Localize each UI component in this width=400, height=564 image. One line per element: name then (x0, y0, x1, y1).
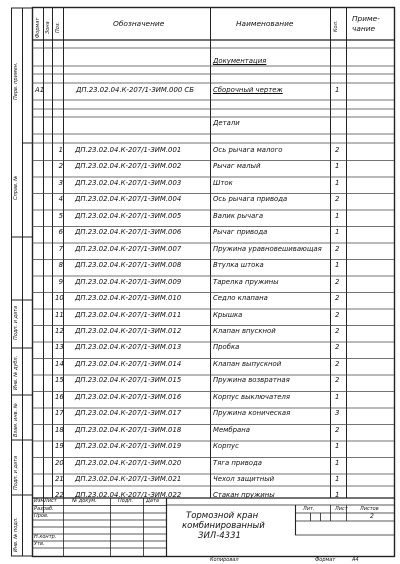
part-designation: ДП.23.02.04.К-207/1-ЗИМ.008 (75, 261, 182, 270)
part-qty: 2 (335, 425, 340, 434)
part-qty: 2 (335, 326, 340, 335)
part-name: Пробка (213, 343, 240, 352)
part-pos: 12 (55, 326, 64, 335)
part-designation: ДП.23.02.04.К-207/1-ЗИМ.012 (75, 326, 182, 335)
part-name: Мембрана (213, 425, 250, 434)
tb-sheets-value: 2 (370, 513, 374, 520)
header-note-2: чание (352, 24, 376, 33)
part-qty: 1 (335, 491, 340, 500)
header-zone: Зона (45, 21, 51, 34)
part-designation: ДП.23.02.04.К-207/1-ЗИМ.017 (75, 409, 182, 418)
part-pos: 14 (55, 359, 64, 368)
part-name: Шток (213, 178, 233, 187)
tb-sheet: Лист (335, 506, 348, 512)
assembly-format: A1 (35, 86, 45, 94)
part-pos: 7 (58, 244, 63, 253)
part-pos: 3 (58, 178, 63, 187)
tb-razrab: Разраб. (34, 506, 54, 512)
part-qty: 2 (335, 277, 340, 286)
part-name: Клапан впускной (213, 326, 276, 335)
part-designation: ДП.23.02.04.К-207/1-ЗИМ.003 (75, 178, 182, 187)
part-name: Корпус выключателя (213, 392, 291, 401)
header-note-1: Приме- (352, 14, 380, 23)
part-designation: ДП.23.02.04.К-207/1-ЗИМ.006 (75, 228, 182, 237)
tb-prov: Пров. (34, 513, 49, 519)
part-designation: ДП.23.02.04.К-207/1-ЗИМ.013 (75, 343, 182, 352)
part-pos: 10 (55, 294, 64, 303)
part-pos: 8 (58, 261, 63, 270)
part-designation: ДП.23.02.04.К-207/1-ЗИМ.010 (75, 294, 182, 303)
part-name: Крышка (213, 310, 243, 319)
part-qty: 2 (335, 310, 340, 319)
part-pos: 11 (55, 310, 64, 319)
part-pos: 17 (55, 409, 64, 418)
part-designation: ДП.23.02.04.К-207/1-ЗИМ.011 (75, 310, 182, 319)
tb-date: Дата (146, 498, 159, 504)
part-name: Клапан выпускной (213, 359, 282, 368)
tb-lit: Лит. (303, 506, 315, 512)
part-name: Тарелка пружины (213, 277, 279, 286)
tb-copied: Копировал (210, 557, 239, 563)
tb-utv: Утв. (34, 541, 45, 547)
part-qty: 2 (335, 244, 340, 253)
part-qty: 1 (335, 162, 340, 171)
part-qty: 1 (335, 228, 340, 237)
assembly-designation: ДП.23.02.04.К-207/1-ЗИМ.000 СБ (76, 86, 194, 94)
part-pos: 1 (58, 146, 63, 154)
part-pos: 22 (55, 491, 64, 500)
part-pos: 5 (58, 211, 63, 220)
part-qty: 1 (335, 178, 340, 187)
tb-n-kontr: Н.контр. (34, 534, 57, 540)
assembly-name: Сборочный чертеж (213, 86, 283, 94)
part-designation: ДП.23.02.04.К-207/1-ЗИМ.020 (75, 458, 182, 467)
part-name: Тяга привода (213, 458, 263, 467)
part-name: Стакан пружины (213, 491, 275, 500)
part-name: Седло клапана (213, 294, 268, 303)
part-pos: 6 (58, 228, 63, 237)
assembly-qty: 1 (335, 86, 340, 94)
part-qty: 2 (335, 343, 340, 352)
part-pos: 15 (55, 376, 64, 385)
part-designation: ДП.23.02.04.К-207/1-ЗИМ.002 (75, 162, 182, 171)
part-pos: 19 (55, 442, 64, 451)
inv-dubl-label: Инв. № дубл. (13, 355, 19, 390)
section-parts: Детали (213, 119, 240, 127)
part-qty: 2 (335, 376, 340, 385)
part-qty: 1 (335, 261, 340, 270)
part-pos: 13 (55, 343, 64, 352)
part-name: Рычаг привода (213, 228, 268, 237)
part-designation: ДП.23.02.04.К-207/1-ЗИМ.018 (75, 425, 182, 434)
part-pos: 16 (55, 392, 64, 401)
part-designation: ДП.23.02.04.К-207/1-ЗИМ.019 (75, 442, 182, 451)
tb-sign: Подп. (118, 498, 134, 504)
part-designation: ДП.23.02.04.К-207/1-ЗИМ.004 (75, 195, 182, 204)
part-pos: 9 (58, 277, 63, 286)
part-name: Ось рычага малого (213, 146, 283, 154)
part-qty: 2 (335, 146, 340, 154)
part-designation: ДП.23.02.04.К-207/1-ЗИМ.015 (75, 376, 182, 385)
part-qty: 2 (335, 195, 340, 204)
part-name: Пружина возвратная (213, 376, 290, 385)
header-designation: Обозначение (113, 19, 165, 28)
part-designation: ДП.23.02.04.К-207/1-ЗИМ.022 (75, 491, 182, 500)
tb-title-1: Тормозной кран (186, 511, 259, 521)
part-qty: 1 (335, 392, 340, 401)
part-pos: 21 (55, 475, 64, 483)
header-format: Формат (35, 17, 41, 38)
tb-izm: Изм. (34, 498, 46, 504)
tb-sheets: Листов (360, 506, 379, 512)
tb-list: Лист (44, 498, 57, 504)
part-name: Чехол защитный (213, 475, 275, 483)
part-designation: ДП.23.02.04.К-207/1-ЗИМ.005 (75, 211, 182, 220)
part-pos: 2 (58, 162, 63, 171)
sign-date-label: Подп. и дата (13, 305, 19, 340)
part-name: Пружина коническая (213, 409, 291, 418)
tb-doc-no: № докум. (72, 498, 97, 504)
part-designation: ДП.23.02.04.К-207/1-ЗИМ.014 (75, 359, 182, 368)
part-name: Корпус (213, 442, 239, 451)
part-qty: 2 (335, 294, 340, 303)
tb-title-3: ЗИЛ-4331 (198, 531, 241, 541)
part-designation: ДП.23.02.04.К-207/1-ЗИМ.009 (75, 277, 182, 286)
part-qty: 1 (335, 442, 340, 451)
part-qty: 2 (335, 359, 340, 368)
inv-orig-label: Инв. № подл. (13, 517, 19, 552)
first-use-label: Перв. примен. (13, 62, 19, 100)
part-pos: 20 (55, 458, 64, 467)
tb-title-2: комбинированный (182, 521, 265, 531)
vzam-inv-label: Взам. инв. № (13, 403, 19, 437)
part-name: Втулка штока (213, 261, 264, 270)
tb-format-label: Формат (315, 557, 336, 563)
part-designation: ДП.23.02.04.К-207/1-ЗИМ.016 (75, 392, 182, 401)
part-pos: 4 (58, 195, 63, 204)
header-pos: Поз. (55, 21, 61, 33)
part-designation: ДП.23.02.04.К-207/1-ЗИМ.021 (75, 475, 182, 483)
part-qty: 3 (335, 409, 340, 418)
part-name: Рычаг малый (213, 162, 261, 171)
part-qty: 1 (335, 475, 340, 483)
ref-no-label: Справ. № (13, 175, 19, 200)
part-name: Ось рычага привода (213, 195, 288, 204)
part-name: Пружина уравновешивающая (213, 244, 322, 253)
sign-date-label-2: Подп. и дата (13, 455, 19, 490)
part-qty: 1 (335, 211, 340, 220)
part-name: Валик рычага (213, 211, 264, 220)
header-qty: Кол. (333, 20, 339, 32)
header-name: Наименование (236, 19, 294, 28)
tb-format-value: A4 (352, 557, 359, 563)
part-qty: 1 (335, 458, 340, 467)
part-pos: 18 (55, 425, 64, 434)
part-designation: ДП.23.02.04.К-207/1-ЗИМ.007 (75, 244, 182, 253)
section-documentation: Документация (213, 57, 267, 65)
part-designation: ДП.23.02.04.К-207/1-ЗИМ.001 (75, 146, 182, 154)
